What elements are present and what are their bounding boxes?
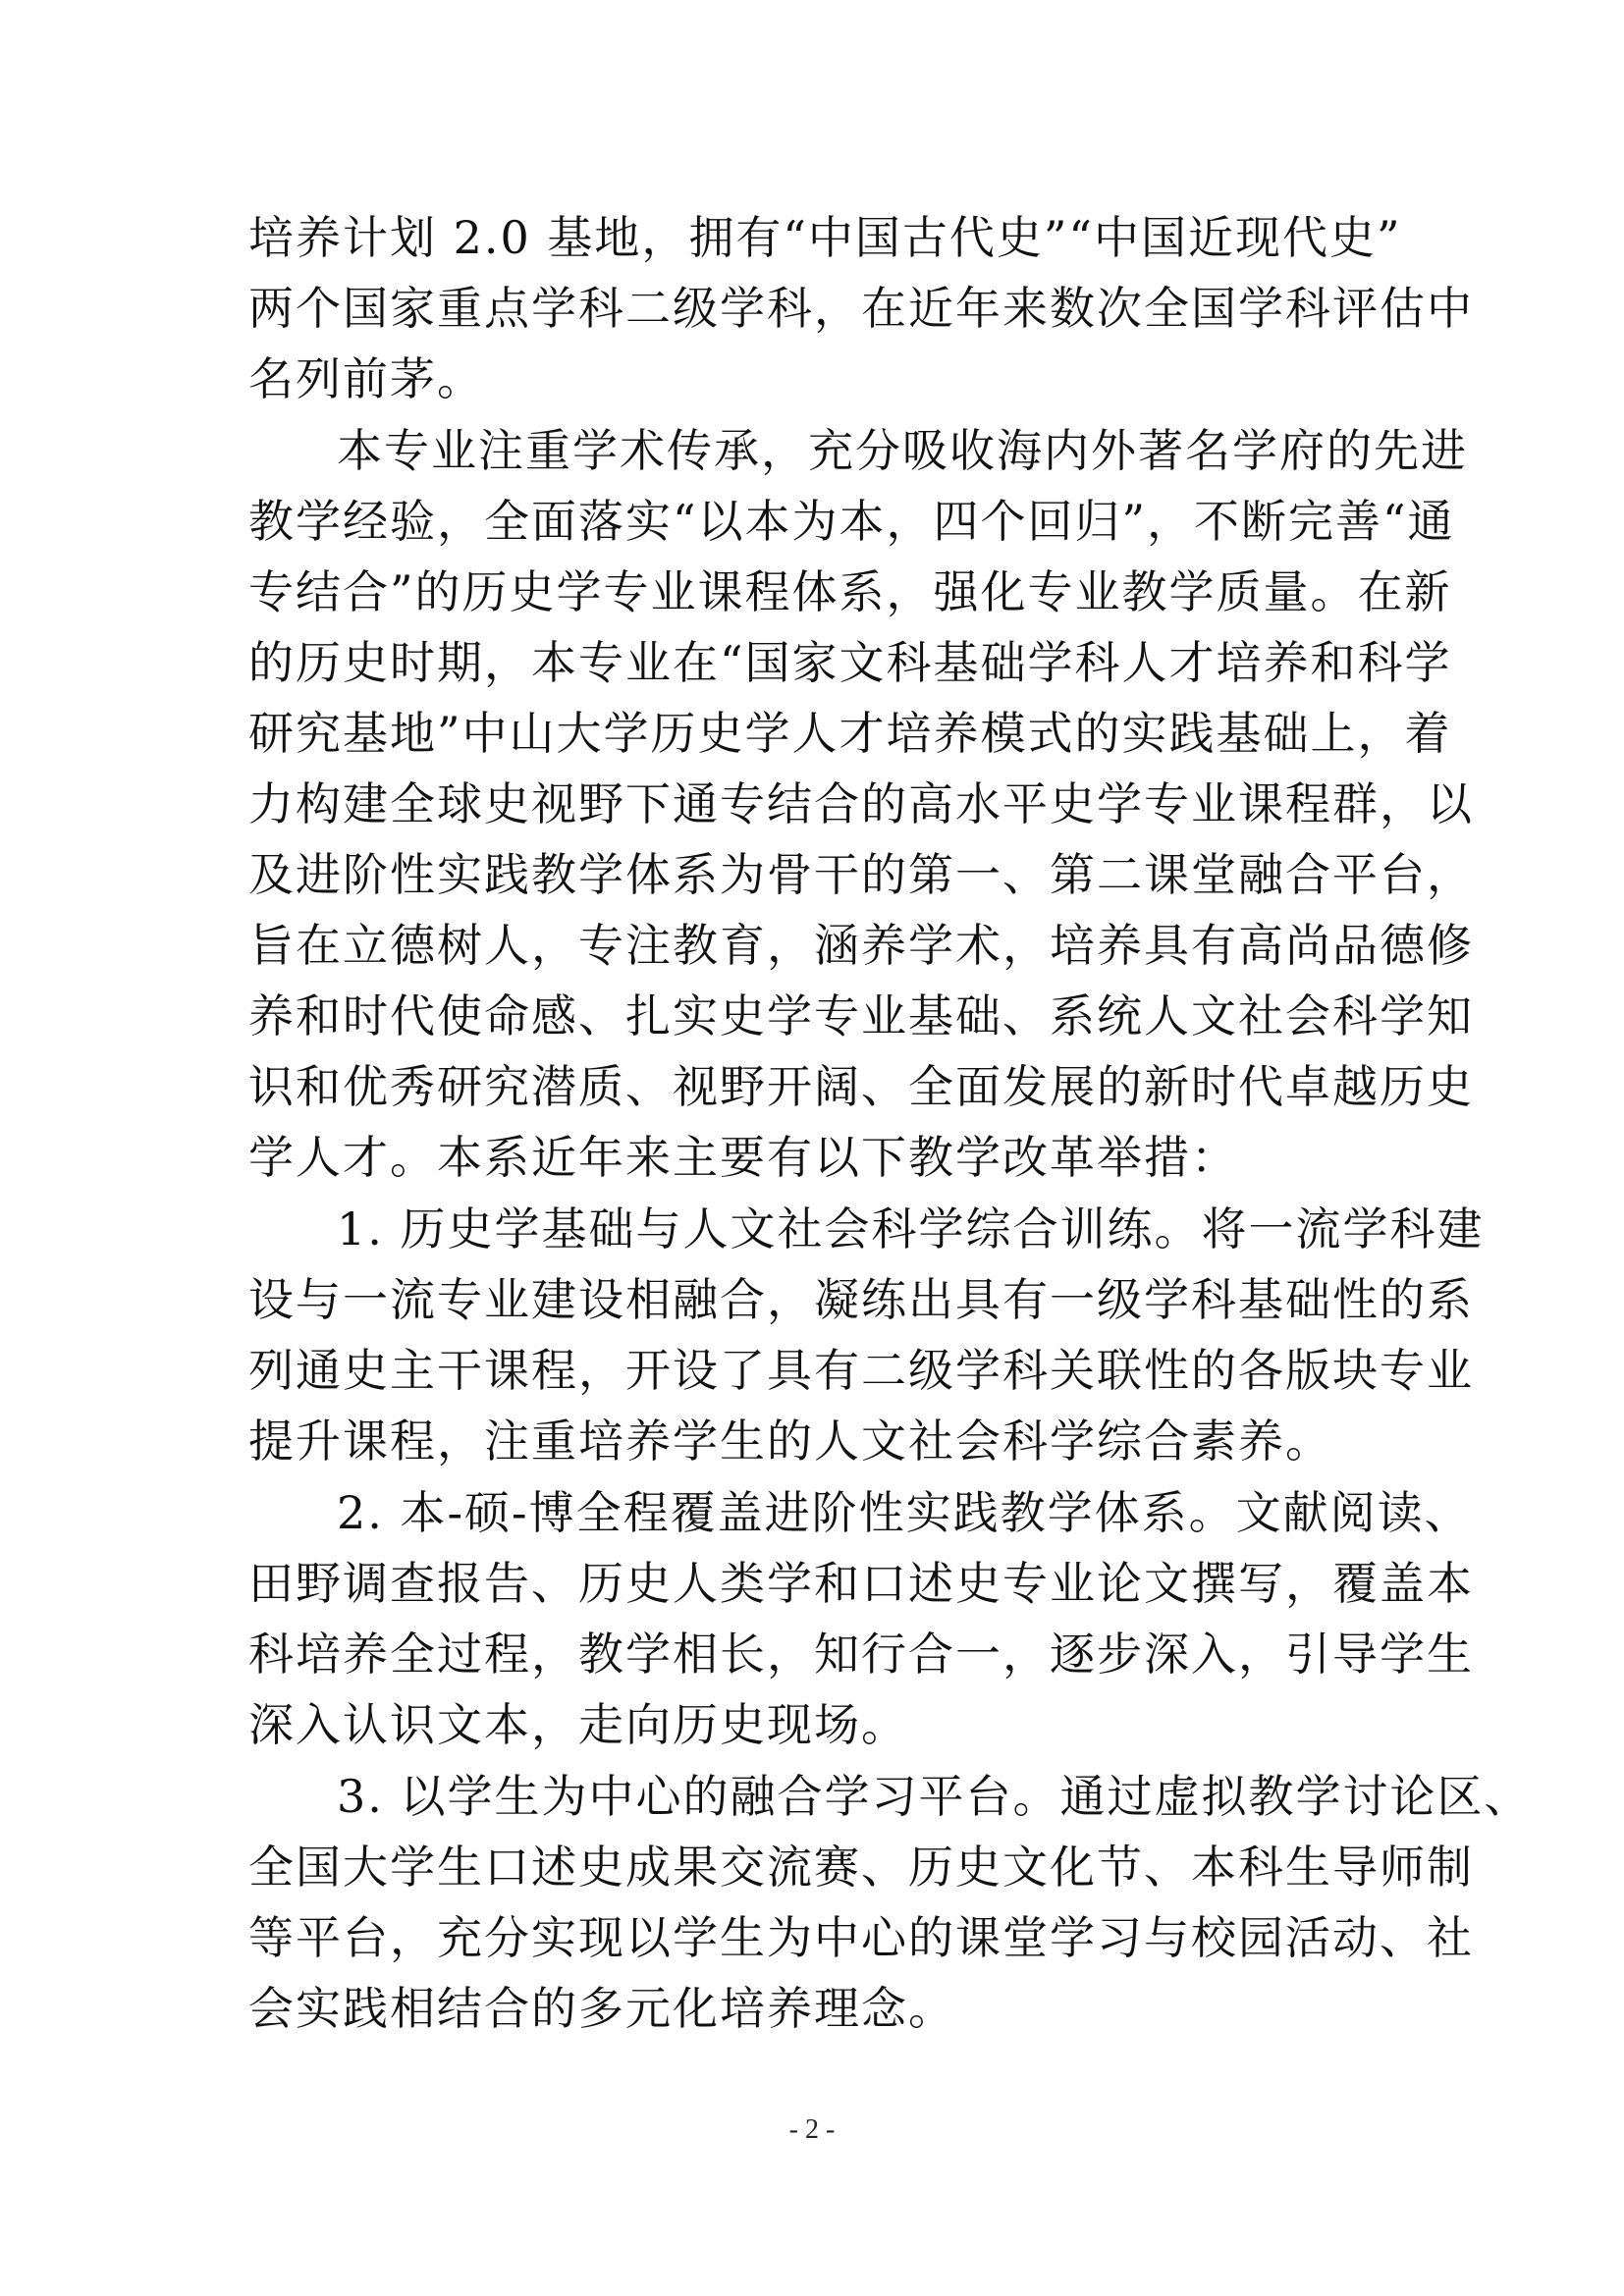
text-line: 培养计划 2.0 基地，拥有“中国古代史”“中国近现代史” bbox=[248, 211, 1402, 264]
text-line: 会实践相结合的多元化培养理念。 bbox=[248, 1982, 955, 2035]
paragraph-first-line: 本专业注重学术传承，充分吸收海内外著名学府的先进 bbox=[337, 424, 1468, 477]
text-line: 列通史主干课程，开设了具有二级学科关联性的各版块专业 bbox=[248, 1344, 1474, 1397]
list-item-1-first-line: 1. 历史学基础与人文社会科学综合训练。将一流学科建 bbox=[337, 1202, 1485, 1255]
text-line: 等平台，充分实现以学生为中心的课堂学习与校园活动、社 bbox=[248, 1911, 1474, 1964]
list-item-2-first-line: 2. 本-硕-博全程覆盖进阶性实践教学体系。文献阅读、 bbox=[337, 1486, 1472, 1539]
text-line: 名列前茅。 bbox=[248, 352, 484, 405]
text-line: 科培养全过程，教学相长，知行合一，逐步深入，引导学生 bbox=[248, 1628, 1474, 1681]
text-line: 田野调查报告、历史人类学和口述史专业论文撰写，覆盖本 bbox=[248, 1557, 1474, 1610]
text-line: 教学经验，全面落实“以本为本，四个回归”，不断完善“通 bbox=[248, 495, 1455, 548]
text-line: 学人才。本系近年来主要有以下教学改革举措： bbox=[248, 1131, 1238, 1184]
text-line: 力构建全球史视野下通专结合的高水平史学专业课程群，以 bbox=[248, 777, 1474, 830]
text-line: 全国大学生口述史成果交流赛、历史文化节、本科生导师制 bbox=[248, 1841, 1474, 1894]
text-line: 两个国家重点学科二级学科，在近年来数次全国学科评估中 bbox=[248, 282, 1474, 335]
text-line: 旨在立德树人，专注教育，涵养学术，培养具有高尚品德修 bbox=[248, 919, 1474, 972]
text-line: 的历史时期，本专业在“国家文科基础学科人才培养和科学 bbox=[248, 636, 1452, 689]
text-line: 专结合”的历史学专业课程体系，强化专业教学质量。在新 bbox=[248, 565, 1452, 618]
text-line: 设与一流专业建设相融合，凝练出具有一级学科基础性的系 bbox=[248, 1273, 1474, 1326]
text-line: 养和时代使命感、扎实史学专业基础、系统人文社会科学知 bbox=[248, 989, 1474, 1042]
text-line: 研究基地”中山大学历史学人才培养模式的实践基础上，着 bbox=[248, 707, 1452, 760]
text-line: 深入认识文本，走向历史现场。 bbox=[248, 1698, 908, 1751]
text-line: 识和优秀研究潜质、视野开阔、全面发展的新时代卓越历史 bbox=[248, 1060, 1474, 1113]
text-line: 提升课程，注重培养学生的人文社会科学综合素养。 bbox=[248, 1415, 1332, 1468]
list-item-3-first-line: 3. 以学生为中心的融合学习平台。通过虚拟教学讨论区、 bbox=[337, 1770, 1532, 1823]
text-line: 及进阶性实践教学体系为骨干的第一、第二课堂融合平台， bbox=[248, 848, 1474, 901]
page-number: - 2 - bbox=[788, 2114, 836, 2145]
